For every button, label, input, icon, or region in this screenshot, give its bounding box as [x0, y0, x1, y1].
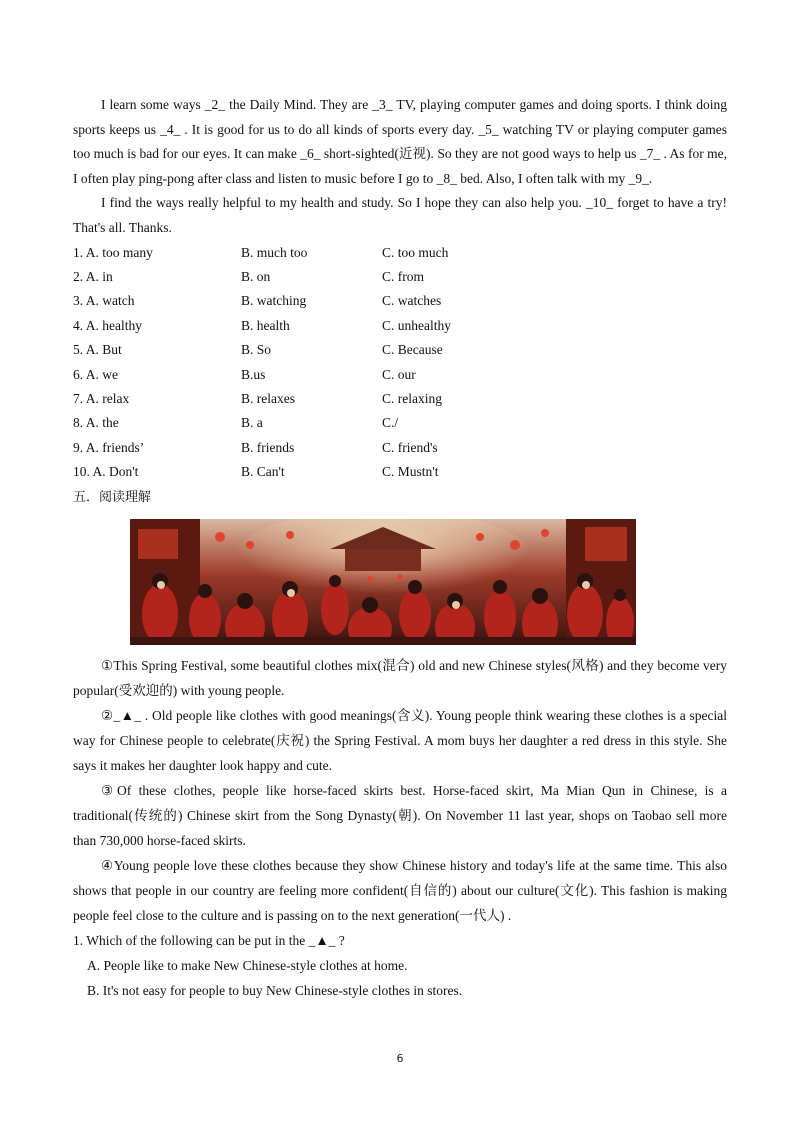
option-a: 5. A. But — [73, 342, 122, 358]
option-c: C. Mustn't — [382, 464, 439, 480]
worksheet-page — [73, 93, 727, 1003]
option-a: 7. A. relax — [73, 390, 130, 406]
option-b: B. health — [241, 317, 290, 333]
option-row — [73, 314, 727, 338]
option-c: C./ — [382, 415, 399, 431]
reading-paragraph-2: ②_▲_ . Old people like clothes with good meanings(含义). Young people think wearing these clothes is a special way for Chinese people to celebrate(庆祝) the Spring Festival. A mom buys her daughter a red dress in this style. She says it makes her daughter look happy and cute. — [73, 708, 727, 774]
option-a: 4. A. healthy — [73, 317, 142, 333]
option-b: B. on — [241, 268, 271, 284]
option-row — [73, 289, 727, 313]
section-title: 五．阅读理解 — [73, 490, 152, 506]
option-c: C. Because — [382, 342, 443, 358]
spring-festival-illustration — [130, 519, 636, 645]
option-a: 9. A. friends’ — [73, 439, 145, 455]
reading-paragraph-3: ③Of these clothes, people like horse-faced skirts best. Horse-faced skirt, Ma Mian Qun in Chinese, is a traditional(传统的) Chinese skirt from the Song Dynasty(朝). On November 11 last year, shops on Taobao sell more than 730,000 horse-faced skirts. — [73, 783, 727, 849]
option-row — [73, 460, 727, 484]
option-b: B. friends — [241, 439, 295, 455]
option-b: B.us — [241, 366, 266, 382]
option-c: C. friend's — [382, 439, 438, 455]
option-b: B. Can't — [241, 464, 285, 480]
option-row — [73, 265, 727, 289]
option-c: C. watches — [382, 293, 442, 309]
question-option-b: B. It's not easy for people to buy New Chinese-style clothes in stores. — [87, 983, 463, 999]
option-a: 1. A. too many — [73, 244, 153, 260]
option-c: C. our — [382, 366, 416, 382]
option-c: C. relaxing — [382, 390, 442, 406]
page-number: 6 — [396, 1052, 404, 1065]
option-a: 6. A. we — [73, 366, 118, 382]
option-b: B. much too — [241, 244, 308, 260]
option-row — [73, 436, 727, 460]
option-a: 3. A. watch — [73, 293, 135, 309]
option-row — [73, 411, 727, 435]
passage-paragraph-1: I learn some ways _2_ the Daily Mind. They are _3_ TV, playing computer games and doing sports. I think doing sports keeps us _4_ . It is good for us to do all kinds of sports every day. _5_ watching TV or playing computer games too much is bad for our eyes. It can make _6_ short-sighted(近视). So they are not good ways to help us _7_ . As for me, I often play ping-pong after class and listen to music before I go to _8_ bed. Also, I often talk with my _9_. — [73, 97, 727, 186]
option-a: 8. A. the — [73, 415, 119, 431]
reading-paragraph-1: ①This Spring Festival, some beautiful clothes mix(混合) old and new Chinese styles(风格) and they become very popular(受欢迎的) with young people. — [73, 658, 727, 699]
festival-scene-image — [130, 519, 636, 645]
reading-paragraph-4: ④Young people love these clothes because they show Chinese history and today's life at the same time. This also shows that people in our country are feeling more confident(自信的) about our culture(文化). This fashion is making people feel close to the culture and is passing on to the next generation(一代人) . — [73, 858, 727, 924]
option-b: B. So — [241, 342, 272, 358]
option-row — [73, 387, 727, 411]
option-row — [73, 241, 727, 265]
option-b: B. relaxes — [241, 390, 295, 406]
cloze-options — [73, 241, 727, 485]
option-row — [73, 363, 727, 387]
option-b: B. watching — [241, 293, 307, 309]
question-option-a: A. People like to make New Chinese-style clothes at home. — [87, 958, 408, 974]
option-c: C. unhealthy — [382, 317, 451, 333]
option-c: C. too much — [382, 244, 449, 260]
option-b: B. a — [241, 415, 263, 431]
option-a: 10. A. Don't — [73, 464, 139, 480]
option-c: C. from — [382, 268, 424, 284]
option-row — [73, 338, 727, 362]
reading-passage — [73, 653, 727, 1003]
question-1: 1. Which of the following can be put in the _▲_ ? — [73, 933, 345, 949]
option-a: 2. A. in — [73, 268, 113, 284]
passage-paragraph-2: I find the ways really helpful to my health and study. So I hope they can also help you. _10_ forget to have a try! That's all. Thanks. — [73, 195, 727, 235]
